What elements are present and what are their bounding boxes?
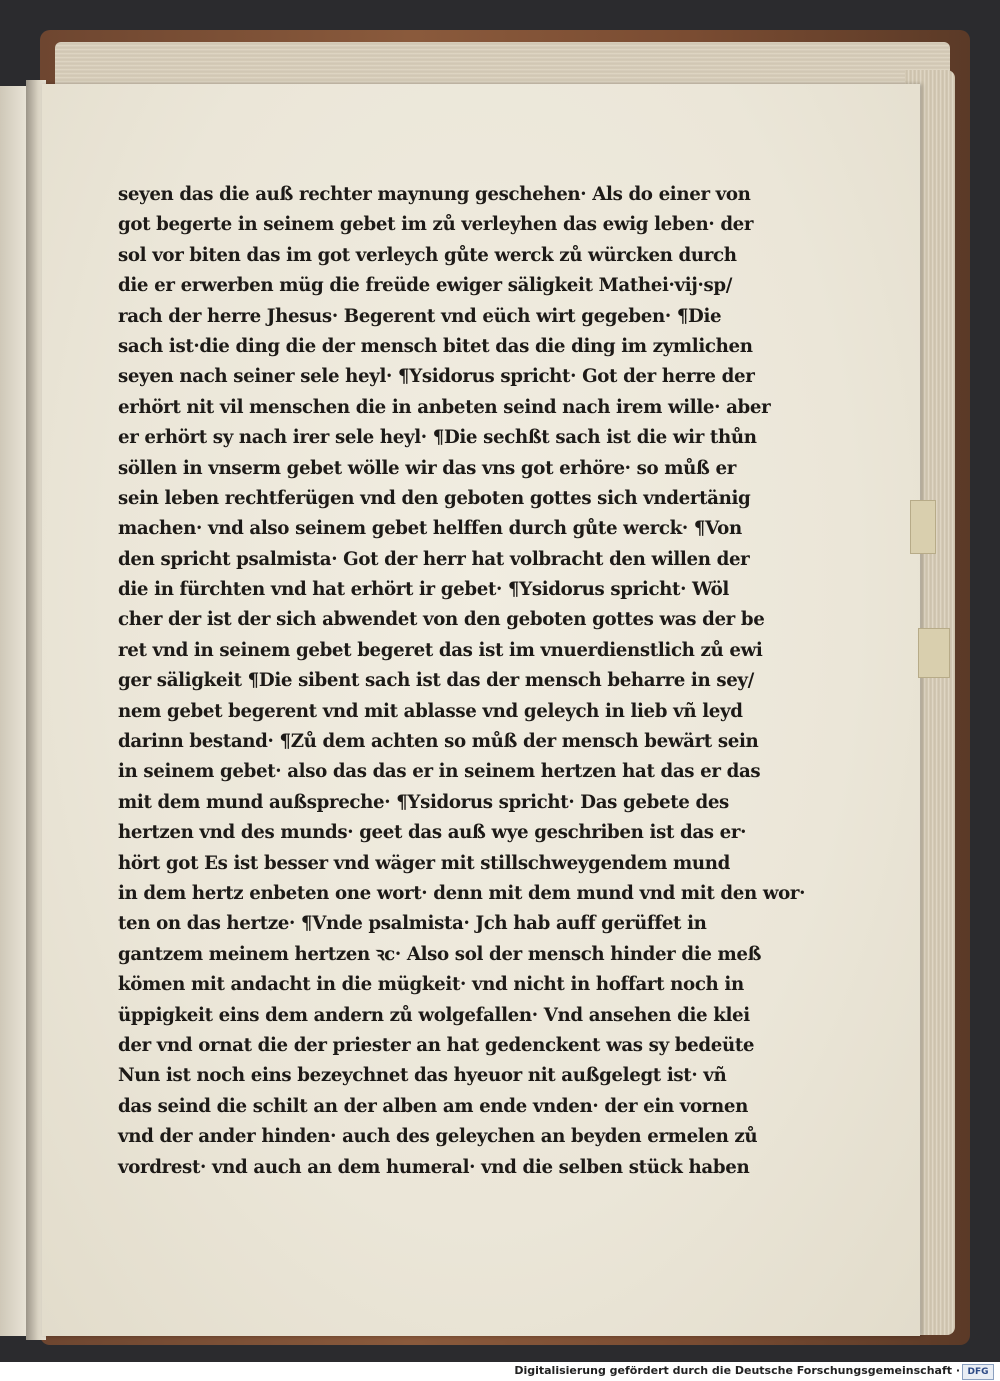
text-line: hertzen vnd des munds· geet das auß wye geschriben ist das er· (118, 822, 747, 844)
text-line: ret vnd in seinem gebet begeret das ist im vnuerdienstlich zů ewi (118, 639, 763, 661)
text-line: darinn bestand· ¶Zů dem achten so můß der mensch bewärt sein (118, 731, 759, 753)
facing-page (0, 86, 26, 1336)
text-line: ger säligkeit ¶Die sibent sach ist das der mensch beharre in sey/ (118, 670, 754, 692)
text-line: die er erwerben müg die freüde ewiger säligkeit Mathei·vij·sp/ (118, 275, 733, 297)
text-line: ten on das hertze· ¶Vnde psalmista· Jch hab auff gerüffet in (118, 913, 707, 935)
text-line: die in fürchten vnd hat erhört ir gebet· ¶Ysidorus spricht· Wöl (118, 579, 729, 601)
text-line: hört got Es ist besser vnd wäger mit stillschweygendem mund (118, 852, 731, 874)
text-line: Nun ist noch eins bezeychnet das hyeuor nit außgelegt ist· vñ (118, 1065, 727, 1087)
text-line: gantzem meinem hertzen ꝛc· Also sol der mensch hinder die meß (118, 943, 762, 965)
text-line: cher der ist der sich abwendet von den geboten gottes was der be (118, 609, 765, 631)
page-text (118, 180, 806, 1183)
text-line: seyen nach seiner sele heyl· ¶Ysidorus spricht· Got der herre der (118, 366, 755, 388)
text-line: machen· vnd also seinem gebet helffen durch gůte werck· ¶Von (118, 518, 742, 540)
page-edges-top (55, 42, 950, 84)
text-line: seyen das die auß rechter maynung geschehen· Als do einer von (118, 184, 751, 205)
text-line: vnd der ander hinden· auch des geleychen an beyden ermelen zů (118, 1126, 758, 1148)
text-line: söllen in vnserm gebet wölle wir das vns got erhöre· so můß er (118, 457, 736, 479)
dfg-logo: DFG (962, 1364, 994, 1380)
text-line: vordrest· vnd auch an dem humeral· vnd die selben stück haben (118, 1156, 750, 1178)
text-line: rach der herre Jhesus· Begerent vnd eüch wirt gegeben· ¶Die (118, 305, 722, 327)
text-line: der vnd ornat die der priester an hat gedenckent was sy bedeüte (118, 1034, 755, 1056)
text-line: mit dem mund außspreche· ¶Ysidorus spricht· Das gebete des (118, 791, 729, 813)
page-tab-marker (910, 500, 936, 554)
text-line: sein leben rechtferügen vnd den geboten gottes sich vndertänig (118, 487, 751, 509)
text-line: in dem hertz enbeten one wort· denn mit dem mund vnd mit den wor· (118, 882, 806, 904)
text-line: er erhört sy nach irer sele heyl· ¶Die sechßt sach ist die wir thůn (118, 427, 757, 449)
page-tab-marker (918, 628, 950, 678)
text-line: sach ist·die ding die der mensch bitet das die ding im zymlichen (118, 335, 753, 357)
funding-credit: Digitalisierung gefördert durch die Deutsche Forschungsgemeinschaft · (514, 1364, 960, 1377)
text-line: nem gebet begerent vnd mit ablasse vnd geleych in lieb vñ leyd (118, 700, 743, 722)
text-line: kömen mit andacht in die mügkeit· vnd nicht in hoffart noch in (118, 974, 744, 996)
text-line: sol vor biten das im got verleych gůte werck zů würcken durch (118, 244, 737, 266)
text-line: das seind die schilt an der alben am ende vnden· der ein vornen (118, 1095, 748, 1117)
text-line: üppigkeit eins dem andern zů wolgefallen· Vnd ansehen die klei (118, 1004, 750, 1026)
text-line: in seinem gebet· also das das er in seinem hertzen hat das er das (118, 761, 761, 783)
text-line: erhört nit vil menschen die in anbeten seind nach irem wille· aber (118, 396, 771, 418)
text-line: got begerte in seinem gebet im zů verleyhen das ewig leben· der (118, 214, 754, 236)
text-line: den spricht psalmista· Got der herr hat volbracht den willen der (118, 548, 750, 570)
